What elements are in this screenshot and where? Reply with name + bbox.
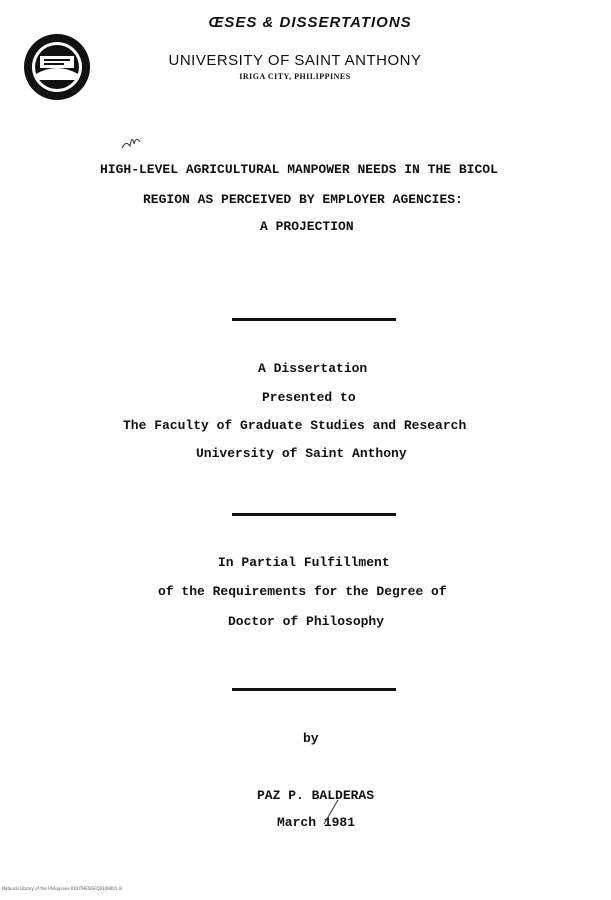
date-label: March 1981 [277, 815, 356, 830]
university-seal-icon [22, 32, 92, 102]
title-line-2: REGION AS PERCEIVED BY EMPLOYER AGENCIES: [143, 192, 463, 207]
title-line-1: HIGH-LEVEL AGRICULTURAL MANPOWER NEEDS IN THE BICOL [100, 162, 498, 177]
dissertation-label: A Dissertation [258, 361, 368, 376]
divider-rule [232, 688, 396, 691]
faculty-label: The Faculty of Graduate Studies and Research [123, 418, 467, 433]
author-name: PAZ P. BALDERAS [257, 788, 375, 803]
title-line-3: A PROJECTION [260, 219, 354, 234]
divider-rule [232, 318, 396, 321]
university-label: University of Saint Anthony [196, 446, 407, 461]
footer-caption: National Library of the Philippines ROUTHESISFQ0109001 lil [2, 886, 122, 891]
requirements-label: of the Requirements for the Degree of [158, 584, 447, 599]
fulfillment-label: In Partial Fulfillment [218, 555, 390, 570]
series-title: ŒSES & DISSERTATIONS [208, 14, 412, 31]
degree-label: Doctor of Philosophy [228, 614, 385, 629]
presented-to-label: Presented to [262, 390, 356, 405]
by-label: by [303, 731, 319, 746]
signature-mark-icon [318, 798, 342, 828]
handwritten-mark-icon [118, 126, 146, 156]
university-location: IRIGA CITY, PHILIPPINES [239, 72, 351, 81]
divider-rule [232, 513, 396, 516]
university-name: UNIVERSITY OF SAINT ANTHONY [168, 52, 422, 69]
